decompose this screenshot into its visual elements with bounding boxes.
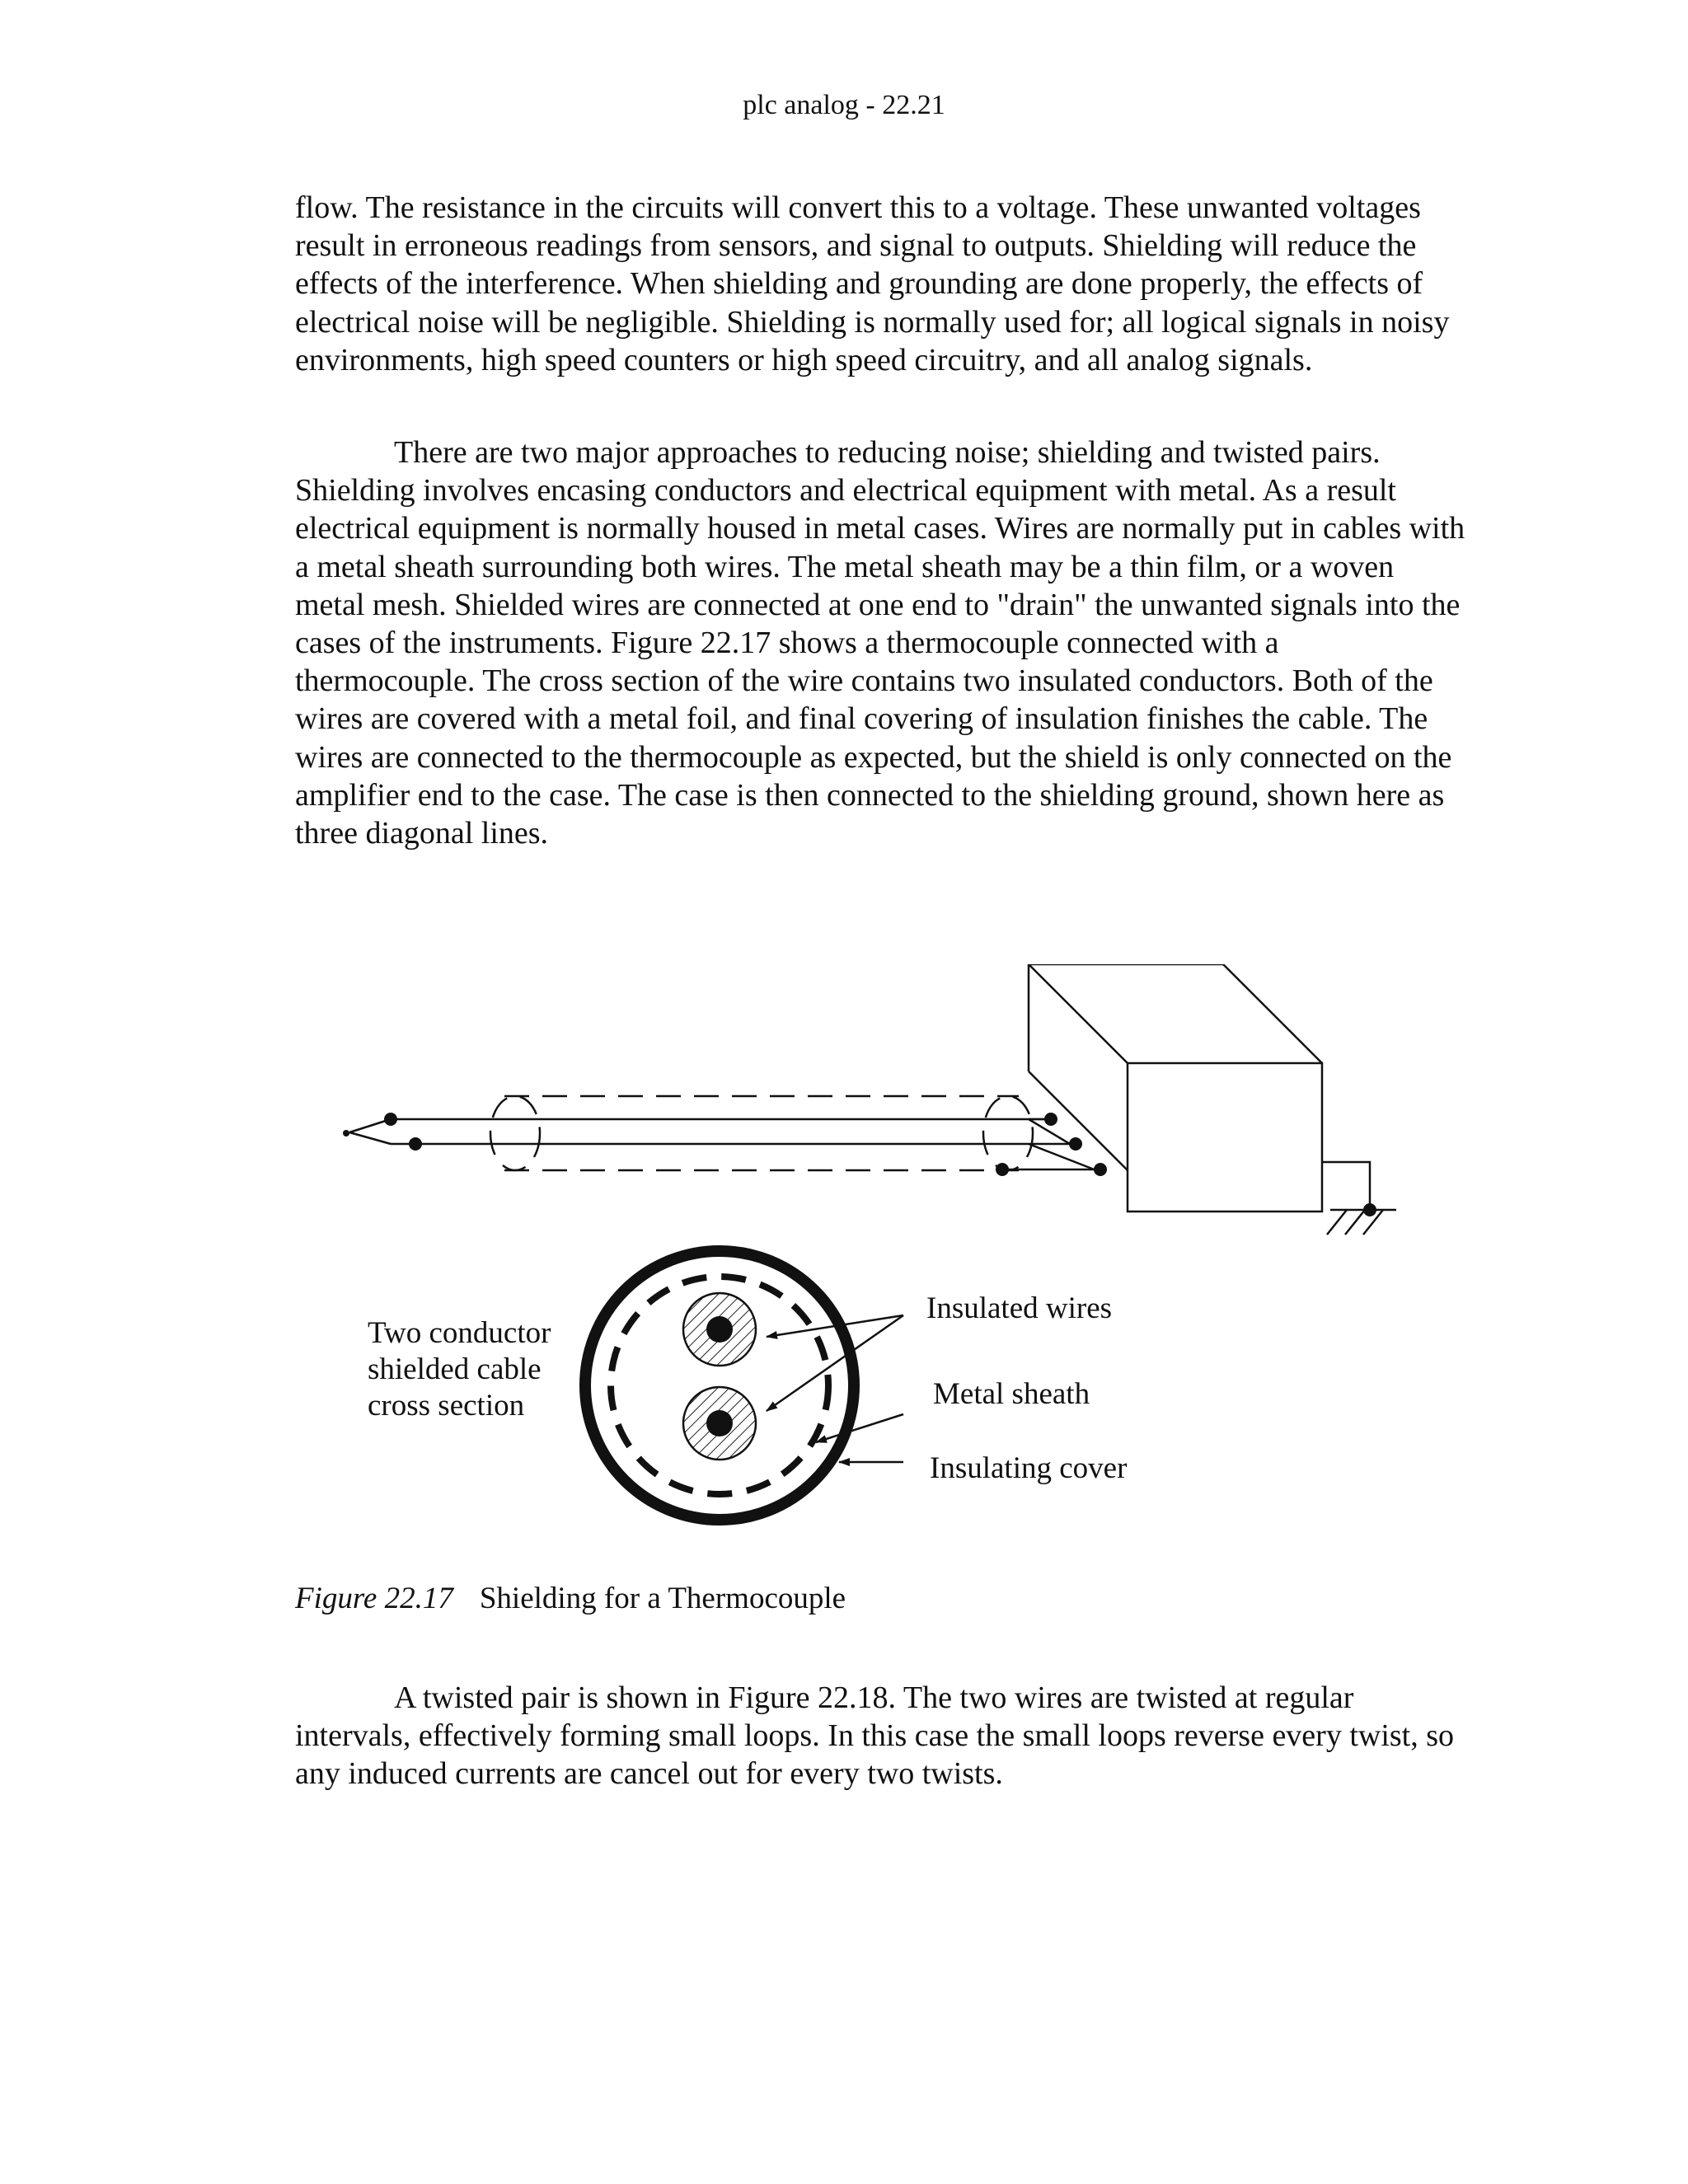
shielding-ground-symbol <box>1322 1162 1396 1235</box>
amplifier-case <box>1029 964 1322 1212</box>
thermocouple-junction <box>343 1119 391 1144</box>
insulating-cover-ring <box>585 1251 854 1520</box>
figure-caption <box>295 1581 846 1617</box>
conductor-bottom <box>706 1410 733 1436</box>
paragraph-intro: flow. The resistance in the circuits will convert this to a voltage. These unwanted voltages result in erroneous readings from sensors, and signal to outputs. Shielding will reduce the effects of the interference. When shielding and grounding are done properly, the effects of electrical noise will be negligible. Shielding is normally used for; all logical signals in noisy environments, high speed counters or high speed circuitry, and all analog signals. <box>295 190 1450 377</box>
figure-caption-number: Figure 22.17 <box>295 1582 453 1615</box>
label-insulated-wires: Insulated wires <box>926 1291 1113 1325</box>
case-terminal-dot <box>1069 1137 1082 1151</box>
paragraph-shielding: There are two major approaches to reducing noise; shielding and twisted pairs. Shielding involves encasing conductors and electrical equipment with metal. As a result electrical equipment is normally housed in metal cases. Wires are normally put in cables with a metal sheath surrounding both wires. The metal sheath may be a thin film, or a woven metal mesh. Shielded wires are connected at one end to "drain" the unwanted signals into the cases of the instruments. Figure 22.17 shows a thermocouple connected with a thermocouple. The cross section of the wire contains two insulated conductors. Both of the wires are covered with a metal foil, and final covering of insulation finishes the cable. The wires are connected to the thermocouple as expected, but the shield is only connected on the amplifier end to the case. The case is then connected to the shielding ground, shown here as three diagonal lines. <box>295 435 1465 851</box>
label-insulating-cover: Insulating cover <box>930 1451 1128 1485</box>
label-metal-sheath: Metal sheath <box>933 1377 1090 1411</box>
case-terminal-dot <box>1094 1163 1107 1176</box>
figure-shielding-thermocouple <box>313 964 1418 1541</box>
cable-shield-dashed <box>490 1096 1033 1170</box>
conductor-top <box>706 1316 733 1343</box>
cable-cross-section <box>585 1251 854 1520</box>
paragraph-twisted-pair: A twisted pair is shown in Figure 22.18. The two wires are twisted at regular intervals, effectively forming small loops. In this case the small loops reverse every twist, so any induced currents are cancel out for every two twists. <box>295 1680 1455 1792</box>
cable-conductors <box>391 1119 1071 1144</box>
shielding-diagram <box>313 964 1418 1541</box>
wire-terminal-dot <box>384 1113 397 1126</box>
label-cable-cross-section: Two conductor shielded cable cross section <box>368 1316 551 1422</box>
label-leader-lines <box>767 1315 903 1462</box>
figure-caption-text: Shielding for a Thermocouple <box>479 1582 846 1615</box>
page-header: plc analog - 22.21 <box>743 90 945 120</box>
wire-terminal-dot <box>409 1137 422 1151</box>
ground-junction-dot <box>1363 1203 1376 1216</box>
case-terminal-dot <box>1044 1113 1057 1126</box>
